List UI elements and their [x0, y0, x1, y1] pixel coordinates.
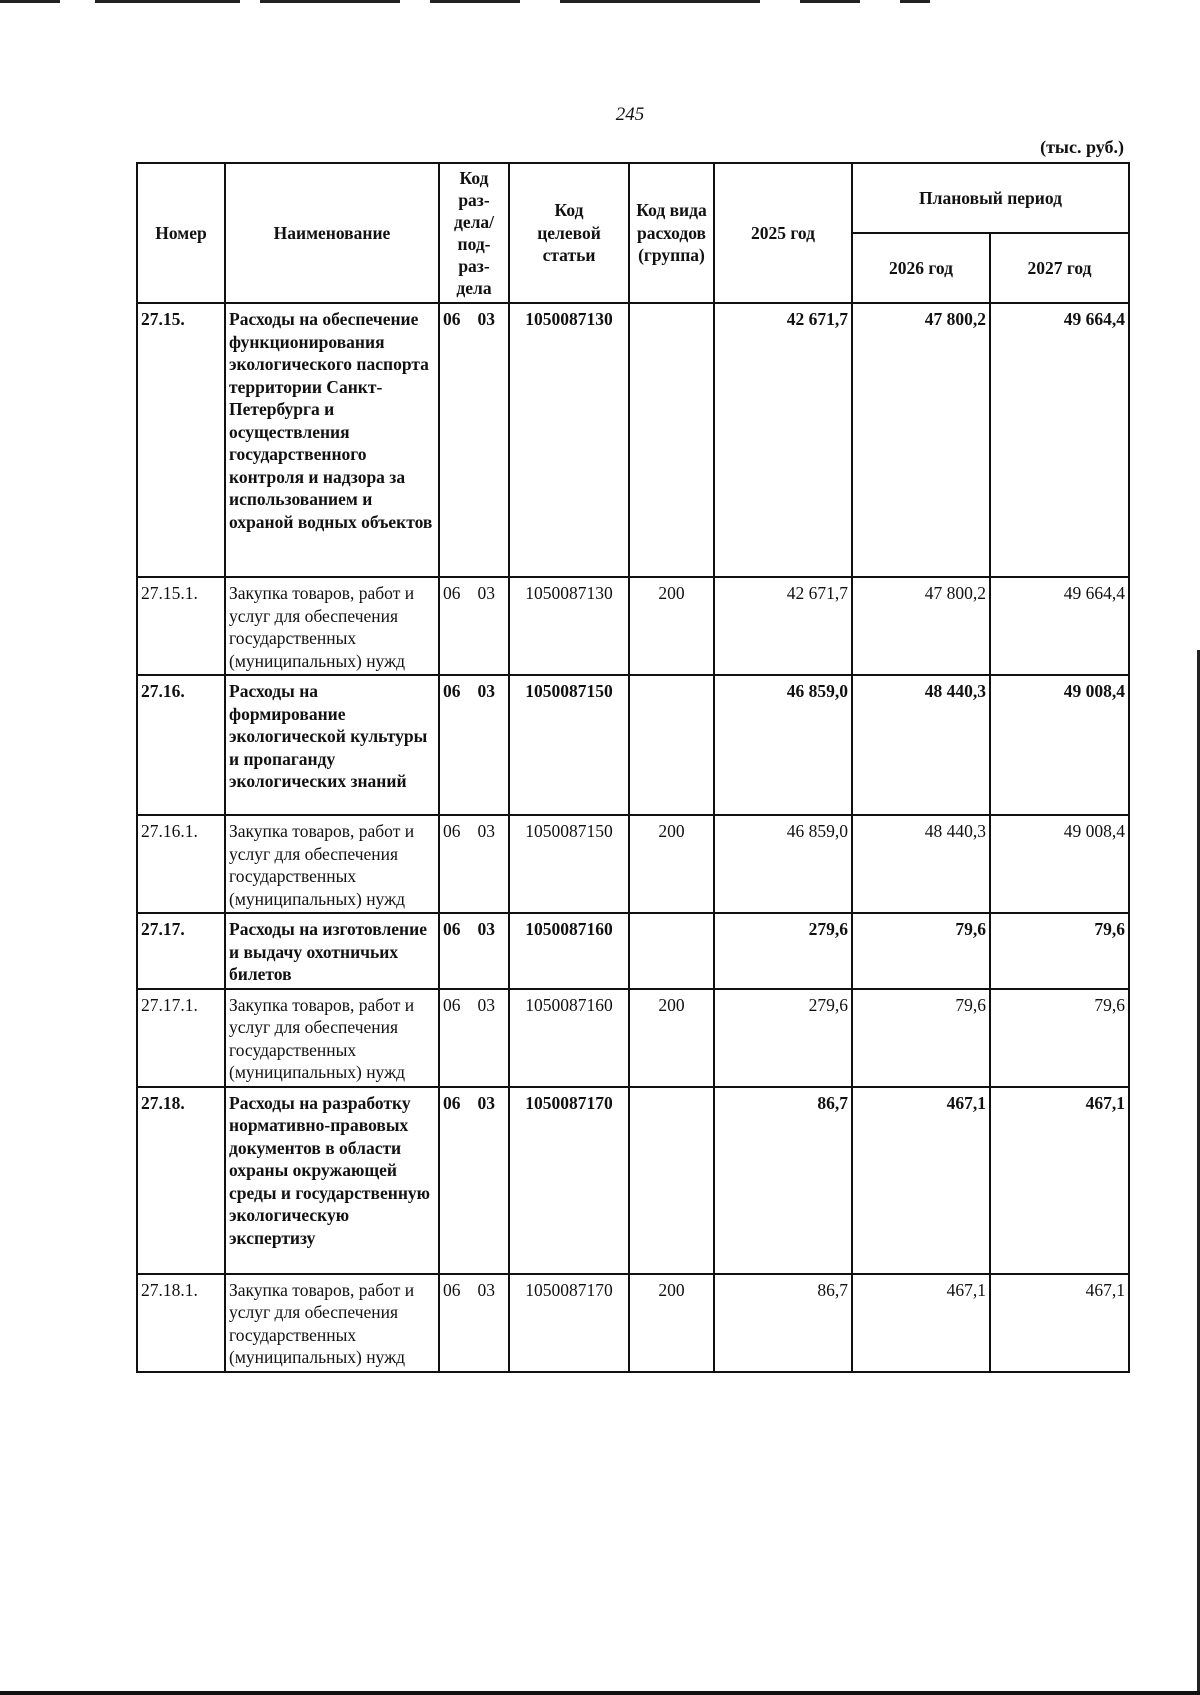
row-section-code: [439, 1087, 509, 1274]
row-amount-2027: 49 008,4: [990, 675, 1129, 815]
header-target-code-line: целевой: [537, 222, 601, 243]
row-amount-2025: 86,7: [714, 1274, 852, 1372]
header-section-code-line: Код: [459, 168, 489, 188]
row-section: 06: [443, 821, 461, 841]
row-section: 06: [443, 994, 461, 1015]
row-number: 27.15.1.: [137, 577, 225, 675]
row-subsection: 03: [477, 309, 495, 329]
table-row: [137, 815, 1129, 913]
row-amount-2025: 46 859,0: [714, 675, 852, 815]
row-amount-2026: 79,6: [852, 913, 990, 989]
row-section: 06: [443, 919, 461, 939]
header-year-2025: 2025 год: [714, 163, 852, 303]
row-target-code: 1050087160: [509, 989, 629, 1087]
row-amount-2026: 47 800,2: [852, 303, 990, 577]
row-name: Расходы на изготовление и выдачу охотничьих билетов: [225, 913, 439, 989]
row-name: Расходы на обеспечение функционирования экологического паспорта территории Санкт-Петербурга и осуществления государственного контроля и надзора за использованием и охраной водных объектов: [225, 303, 439, 577]
header-section-code-line: раз-: [458, 190, 490, 210]
row-target-code: 1050087170: [509, 1087, 629, 1274]
header-section-code-line: дела/: [453, 212, 495, 232]
row-subsection: 03: [477, 681, 495, 701]
row-section-code: [439, 675, 509, 815]
row-expense-type: [629, 675, 714, 815]
row-amount-2025: 279,6: [714, 989, 852, 1087]
table-row: [137, 989, 1129, 1087]
table-row: [137, 1087, 1129, 1274]
row-target-code: 1050087130: [509, 303, 629, 577]
row-name: Закупка товаров, работ и услуг для обеспечения государственных (муниципальных) нужд: [225, 989, 439, 1087]
row-number: 27.15.: [137, 303, 225, 577]
row-section-code: [439, 913, 509, 989]
header-number: Номер: [137, 163, 225, 303]
row-section-code: [439, 577, 509, 675]
header-name: Наименование: [225, 163, 439, 303]
row-name: Закупка товаров, работ и услуг для обеспечения государственных (муниципальных) нужд: [225, 577, 439, 675]
row-amount-2027: 467,1: [990, 1274, 1129, 1372]
scan-edge-top: [0, 0, 930, 3]
row-amount-2026: 467,1: [852, 1087, 990, 1274]
row-section: 06: [443, 1092, 461, 1113]
row-subsection: 03: [477, 919, 495, 939]
row-amount-2027: 49 664,4: [990, 577, 1129, 675]
row-section-code: [439, 815, 509, 913]
row-amount-2027: 467,1: [990, 1087, 1129, 1274]
row-expense-type: [629, 913, 714, 989]
row-number: 27.16.1.: [137, 815, 225, 913]
row-amount-2026: 48 440,3: [852, 675, 990, 815]
header-section-code-line: дела: [456, 278, 492, 298]
row-section: 06: [443, 309, 461, 329]
row-expense-type: 200: [629, 989, 714, 1087]
row-number: 27.17.1.: [137, 989, 225, 1087]
row-subsection: 03: [477, 994, 495, 1015]
header-target-code: [509, 163, 629, 303]
row-section-code: [439, 303, 509, 577]
header-expense-type-line: (группа): [638, 245, 705, 266]
header-expense-type: [629, 163, 714, 303]
row-number: 27.18.: [137, 1087, 225, 1274]
row-expense-type: [629, 1087, 714, 1274]
row-name: Расходы на разработку нормативно-правовых документов в области охраны окружающей среды и государственную экологическую экспертизу: [225, 1087, 439, 1274]
row-name: Расходы на формирование экологической культуры и пропаганду экологических знаний: [225, 675, 439, 815]
row-target-code: 1050087150: [509, 815, 629, 913]
row-name: Закупка товаров, работ и услуг для обеспечения государственных (муниципальных) нужд: [225, 815, 439, 913]
row-target-code: 1050087150: [509, 675, 629, 815]
row-target-code: 1050087160: [509, 913, 629, 989]
header-section-code-line: под-: [457, 234, 491, 254]
row-amount-2026: 467,1: [852, 1274, 990, 1372]
header-year-2027: 2027 год: [990, 233, 1129, 303]
table-row: [137, 675, 1129, 815]
row-number: 27.17.: [137, 913, 225, 989]
row-amount-2027: 79,6: [990, 989, 1129, 1087]
row-amount-2027: 49 664,4: [990, 303, 1129, 577]
table-row: [137, 577, 1129, 675]
row-section: 06: [443, 1279, 461, 1300]
row-section-code: [439, 989, 509, 1087]
header-expense-type-line: Код вида: [636, 200, 707, 221]
row-amount-2027: 49 008,4: [990, 815, 1129, 913]
header-target-code-line: Код: [554, 200, 584, 221]
row-amount-2026: 79,6: [852, 989, 990, 1087]
row-amount-2026: 48 440,3: [852, 815, 990, 913]
row-amount-2025: 42 671,7: [714, 577, 852, 675]
table-body: [137, 303, 1129, 1372]
row-section-code: [439, 1274, 509, 1372]
row-subsection: 03: [477, 821, 495, 841]
header-target-code-line: статьи: [542, 245, 596, 266]
header-section-code-line: раз-: [458, 256, 490, 276]
row-subsection: 03: [477, 1279, 495, 1300]
header-section-code: [439, 163, 509, 303]
row-number: 27.18.1.: [137, 1274, 225, 1372]
row-section: 06: [443, 681, 461, 701]
table-row: [137, 913, 1129, 989]
row-target-code: 1050087170: [509, 1274, 629, 1372]
table-row: [137, 1274, 1129, 1372]
row-expense-type: 200: [629, 1274, 714, 1372]
row-subsection: 03: [477, 583, 495, 603]
row-target-code: 1050087130: [509, 577, 629, 675]
header-planned-period: Плановый период: [852, 163, 1129, 233]
budget-table: [136, 162, 1130, 1373]
row-number: 27.16.: [137, 675, 225, 815]
row-expense-type: 200: [629, 815, 714, 913]
row-subsection: 03: [477, 1092, 495, 1113]
row-amount-2025: 279,6: [714, 913, 852, 989]
row-amount-2026: 47 800,2: [852, 577, 990, 675]
row-expense-type: [629, 303, 714, 577]
units-label: (тыс. руб.): [1040, 137, 1124, 157]
row-expense-type: 200: [629, 577, 714, 675]
row-amount-2025: 42 671,7: [714, 303, 852, 577]
header-expense-type-line: расходов: [637, 222, 706, 243]
row-section: 06: [443, 583, 461, 603]
table-row: [137, 303, 1129, 577]
row-name: Закупка товаров, работ и услуг для обеспечения государственных (муниципальных) нужд: [225, 1274, 439, 1372]
row-amount-2027: 79,6: [990, 913, 1129, 989]
page-number: 245: [615, 104, 645, 125]
header-year-2026: 2026 год: [852, 233, 990, 303]
scan-edge-bottom: [0, 1691, 1200, 1695]
row-amount-2025: 46 859,0: [714, 815, 852, 913]
row-amount-2025: 86,7: [714, 1087, 852, 1274]
